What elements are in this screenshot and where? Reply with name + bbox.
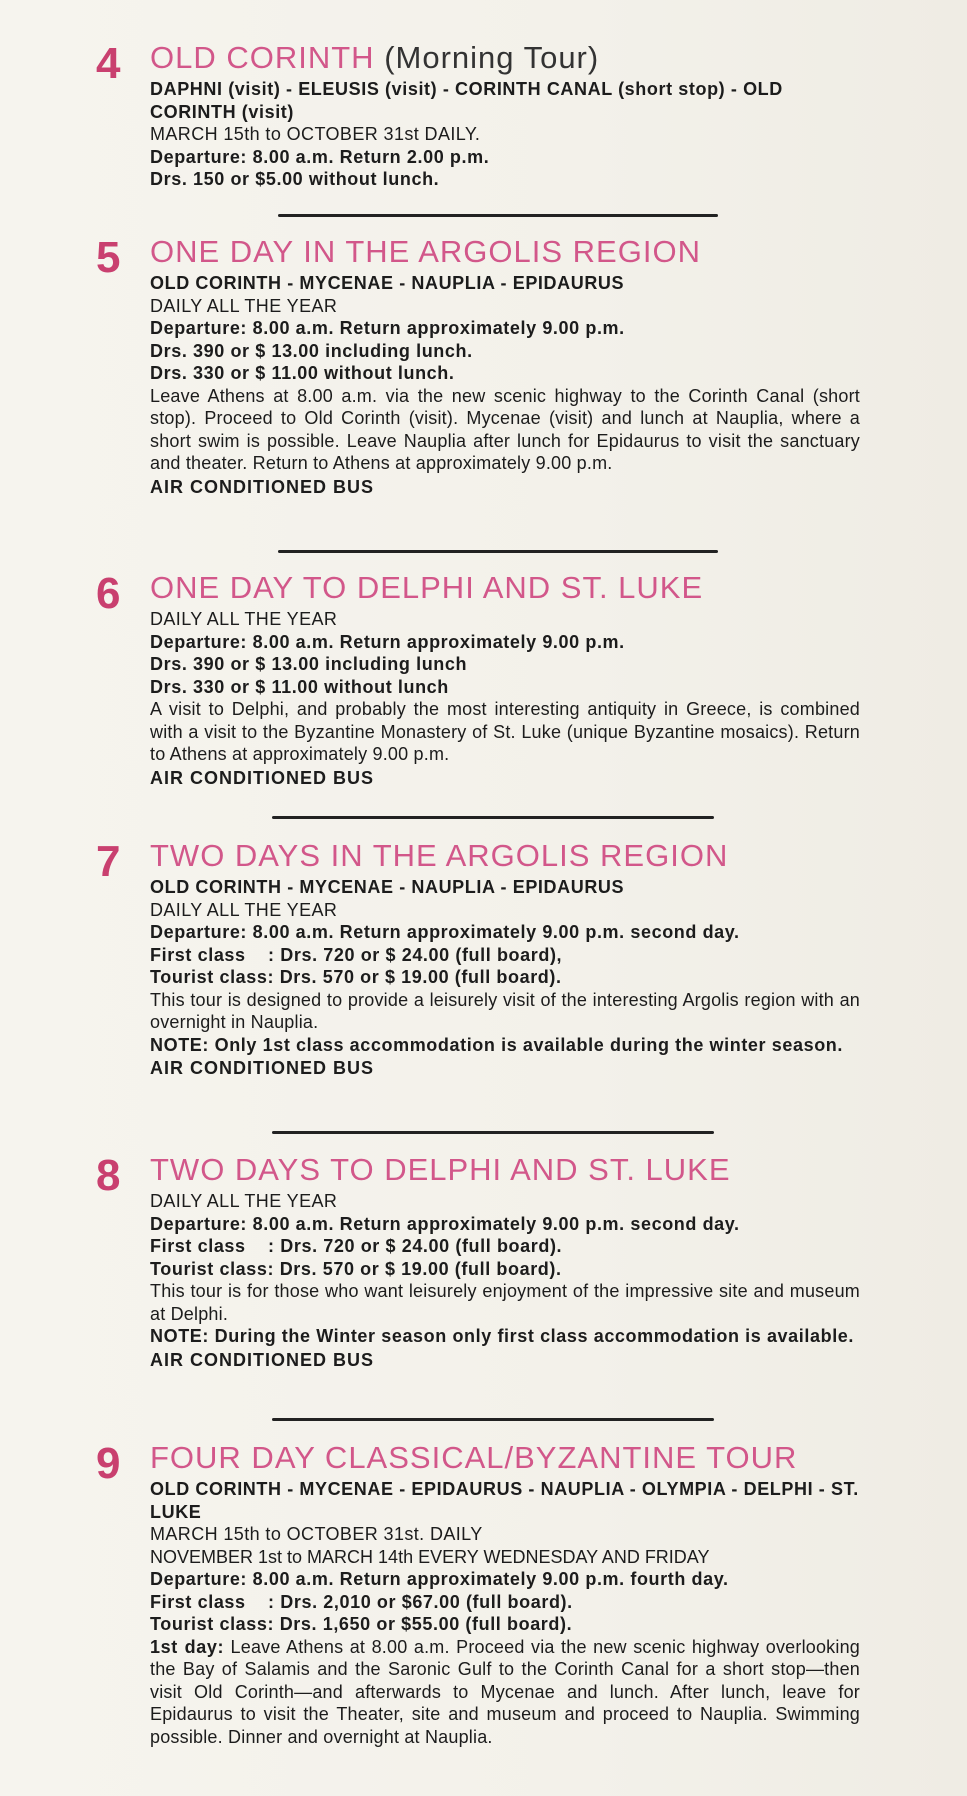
tour-title xyxy=(150,40,860,76)
tour-bus: AIR CONDITIONED BUS xyxy=(150,476,375,497)
tour-departure: Departure: 8.00 a.m. Return approximately 9.00 p.m. second day. xyxy=(150,1213,740,1234)
tour-route: DAPHNI (visit) - ELEUSIS (visit) - CORINTH CANAL (short stop) - OLD CORINTH (visit) xyxy=(150,79,783,122)
tour-departure: Departure: 8.00 a.m. Return approximately 9.00 p.m. xyxy=(150,318,625,338)
tour-number: 8 xyxy=(96,1151,121,1200)
tour-body xyxy=(150,1190,860,1371)
tour-description: Leave Athens at 8.00 a.m. via the new scenic highway to the Corinth Canal (short stop). Proceed to Old Corinth (visit). Mycenae (visit) and lunch at Nauplia, where a short swim is possible. Leave Nauplia after lunch for Epidaurus to visit the sanctuary and theater. Return to Athens at approximately 9.00 p.m. xyxy=(150,385,860,473)
tour-route: OLD CORINTH - MYCENAE - EPIDAURUS - NAUPLIA - OLYMPIA - DELPHI - ST. LUKE xyxy=(150,1479,859,1522)
tour-price-no-lunch: Drs. 330 or $ 11.00 without lunch xyxy=(150,676,449,697)
tour-9 xyxy=(96,1439,861,1748)
tour-7 xyxy=(96,837,860,1080)
tour-price-no-lunch: Drs. 330 or $ 11.00 without lunch. xyxy=(150,363,455,383)
divider xyxy=(278,214,718,217)
tour-title: ONE DAY IN THE ARGOLIS REGION xyxy=(150,234,701,269)
tour-title-suffix: (Morning Tour) xyxy=(384,40,600,75)
tour-price-first-class: First class : Drs. 2,010 or $67.00 (full board). xyxy=(150,1591,573,1612)
tour-body xyxy=(150,78,860,191)
tour-schedule: DAILY ALL THE YEAR xyxy=(150,609,338,629)
tour-title: TWO DAYS IN THE ARGOLIS REGION xyxy=(150,838,729,873)
tour-5 xyxy=(96,233,860,498)
divider xyxy=(278,550,718,553)
tour-title: ONE DAY TO DELPHI AND ST. LUKE xyxy=(150,570,704,605)
tour-description: This tour is designed to provide a leisurely visit of the interesting Argolis region with an overnight in Nauplia. xyxy=(150,989,860,1032)
tour-route: OLD CORINTH - MYCENAE - NAUPLIA - EPIDAURUS xyxy=(150,273,625,293)
tour-body xyxy=(150,876,860,1080)
tour-number: 5 xyxy=(96,233,121,282)
tour-price-first-class: First class : Drs. 720 or $ 24.00 (full board). xyxy=(150,1236,563,1256)
tour-price-lunch: Drs. 390 or $ 13.00 including lunch xyxy=(150,654,468,674)
tour-description xyxy=(150,1636,860,1749)
tour-title: TWO DAYS TO DELPHI AND ST. LUKE xyxy=(150,1152,731,1187)
tour-price-tourist-class: Tourist class: Drs. 570 or $ 19.00 (full board). xyxy=(150,1258,562,1279)
tour-price-tourist-class: Tourist class: Drs. 570 or $ 19.00 (full board). xyxy=(150,967,562,987)
tour-price: Drs. 150 or $5.00 without lunch. xyxy=(150,169,440,189)
tour-route: OLD CORINTH - MYCENAE - NAUPLIA - EPIDAURUS xyxy=(150,877,625,897)
tour-departure: Departure: 8.00 a.m. Return approximately 9.00 p.m. xyxy=(150,631,625,652)
tour-price-tourist-class: Tourist class: Drs. 1,650 or $55.00 (full board). xyxy=(150,1614,573,1634)
tour-number: 9 xyxy=(96,1439,121,1488)
tour-body xyxy=(150,1478,860,1748)
tour-title-main: OLD CORINTH xyxy=(150,40,375,75)
tour-number: 4 xyxy=(96,39,121,88)
tour-schedule: MARCH 15th to OCTOBER 31st. DAILY xyxy=(150,1524,483,1544)
tour-bus: AIR CONDITIONED BUS xyxy=(150,767,375,788)
tour-schedule: MARCH 15th to OCTOBER 31st DAILY. xyxy=(150,124,481,144)
tour-number: 6 xyxy=(96,569,121,618)
tour-note: NOTE: Only 1st class accommodation is available during the winter season. xyxy=(150,1034,843,1055)
tour-day-text: Leave Athens at 8.00 a.m. Proceed via the new scenic highway overlooking the Bay of Salamis and the Saronic Gulf to the Corinth Canal for a short stop—then visit Old Corinth—and afterwards to Mycenae and lunch. After lunch, leave for Epidaurus to visit the Theater, site and museum and proceed to Nauplia. Swimming possible. Dinner and overnight at Nauplia. xyxy=(150,1636,861,1747)
tour-description: This tour is for those who want leisurely enjoyment of the impressive site and museum at Delphi. xyxy=(150,1281,860,1324)
tour-number: 7 xyxy=(96,837,121,886)
divider xyxy=(272,1418,714,1421)
tour-body xyxy=(150,272,860,498)
tour-departure: Departure: 8.00 a.m. Return approximately 9.00 p.m. fourth day. xyxy=(150,1569,729,1589)
divider xyxy=(272,1131,714,1134)
divider xyxy=(272,816,714,819)
tour-schedule: DAILY ALL THE YEAR xyxy=(150,899,338,920)
tour-bus: AIR CONDITIONED BUS xyxy=(150,1349,375,1370)
tour-4 xyxy=(96,39,860,191)
tour-price-lunch: Drs. 390 or $ 13.00 including lunch. xyxy=(150,340,473,361)
tour-schedule: DAILY ALL THE YEAR xyxy=(150,295,338,316)
tour-schedule-winter: NOVEMBER 1st to MARCH 14th EVERY WEDNESDAY AND FRIDAY xyxy=(150,1546,710,1567)
tour-day-label: 1st day: xyxy=(150,1636,225,1657)
tour-description: A visit to Delphi, and probably the most interesting antiquity in Greece, is combined with a visit to the Byzantine Monastery of St. Luke (unique Byzantine mosaics). Return to Athens at approximately 9.00 p.m. xyxy=(150,699,860,764)
tour-title: FOUR DAY CLASSICAL/BYZANTINE TOUR xyxy=(150,1440,798,1475)
tour-price-first-class: First class : Drs. 720 or $ 24.00 (full board), xyxy=(150,944,563,965)
tour-body xyxy=(150,608,860,789)
tour-departure: Departure: 8.00 a.m. Return 2.00 p.m. xyxy=(150,146,490,167)
tour-departure: Departure: 8.00 a.m. Return approximately 9.00 p.m. second day. xyxy=(150,922,740,942)
tour-note: NOTE: During the Winter season only first class accommodation is available. xyxy=(150,1326,855,1346)
tour-bus: AIR CONDITIONED BUS xyxy=(150,1058,375,1078)
tour-8 xyxy=(96,1151,860,1371)
tour-schedule: DAILY ALL THE YEAR xyxy=(150,1191,338,1211)
tour-6 xyxy=(96,569,860,789)
